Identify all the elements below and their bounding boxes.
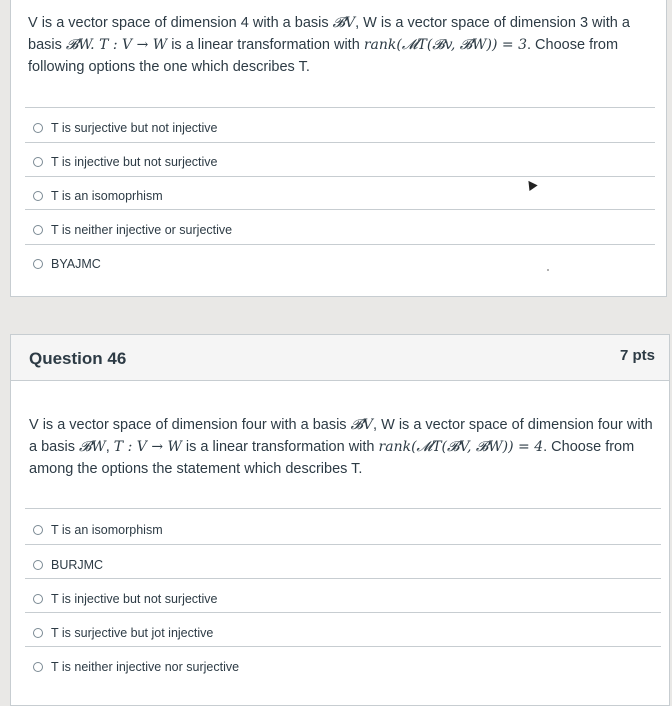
answer-label: T is neither injective nor surjective	[51, 660, 240, 674]
question-title: Question 46	[29, 349, 127, 368]
answer-option[interactable]	[33, 121, 218, 135]
answer-label: T is neither injective or surjective	[51, 223, 233, 237]
divider	[25, 646, 661, 647]
answer-option[interactable]	[33, 257, 101, 271]
radio-button[interactable]	[33, 191, 43, 201]
answer-label: T is an isomoprhism	[51, 189, 163, 203]
speck	[547, 269, 549, 271]
question-header	[11, 335, 669, 381]
radio-button[interactable]	[33, 525, 43, 535]
answer-option[interactable]	[33, 523, 163, 537]
divider	[25, 544, 661, 545]
answer-label: T is injective but not surjective	[51, 155, 218, 169]
answer-label: T is surjective but jot injective	[51, 626, 214, 640]
radio-button[interactable]	[33, 628, 43, 638]
answer-label: T is an isomorphism	[51, 523, 163, 537]
divider	[25, 612, 661, 613]
question-46-text: V is a vector space of dimension four with a basis 𝓑V, W is a vector space of dimension four with a basis 𝓑W, T : V → W is a linear transformation with rank(𝓜T(𝓑V, 𝓑W)) = 4. Choose from among the options the statement which describes T.	[29, 417, 653, 477]
question-46-card	[10, 334, 670, 706]
divider	[25, 244, 655, 245]
radio-button[interactable]	[33, 225, 43, 235]
radio-button[interactable]	[33, 157, 43, 167]
answer-option[interactable]	[33, 592, 218, 606]
radio-button[interactable]	[33, 594, 43, 604]
radio-button[interactable]	[33, 560, 43, 570]
answer-option[interactable]	[33, 155, 218, 169]
radio-button[interactable]	[33, 662, 43, 672]
answer-option[interactable]	[33, 223, 232, 237]
radio-button[interactable]	[33, 123, 43, 133]
radio-button[interactable]	[33, 259, 43, 269]
divider	[25, 578, 661, 579]
answer-label: T is injective but not surjective	[51, 592, 218, 606]
answer-option[interactable]	[33, 660, 239, 674]
answer-option[interactable]	[33, 626, 213, 640]
answer-label: T is surjective but not injective	[51, 121, 218, 135]
question-45-card	[10, 0, 667, 297]
answer-option[interactable]	[33, 558, 103, 572]
question-45-text: V is a vector space of dimension 4 with a basis 𝓑V, W is a vector space of dimension 3 with a basis 𝓑W. T : V → W is a linear transformation with rank(𝓜T(𝓑v, 𝓑W)) = 3. Choose from following options the one which describes T.	[28, 15, 630, 75]
answer-label: BYAJMC	[51, 257, 101, 271]
divider	[25, 107, 655, 108]
answer-label: BURJMC	[51, 558, 104, 572]
divider	[25, 176, 655, 177]
answer-option[interactable]	[33, 189, 163, 203]
divider	[25, 209, 655, 210]
divider	[25, 508, 661, 509]
question-points: 7 pts	[619, 347, 655, 364]
divider	[25, 142, 655, 143]
